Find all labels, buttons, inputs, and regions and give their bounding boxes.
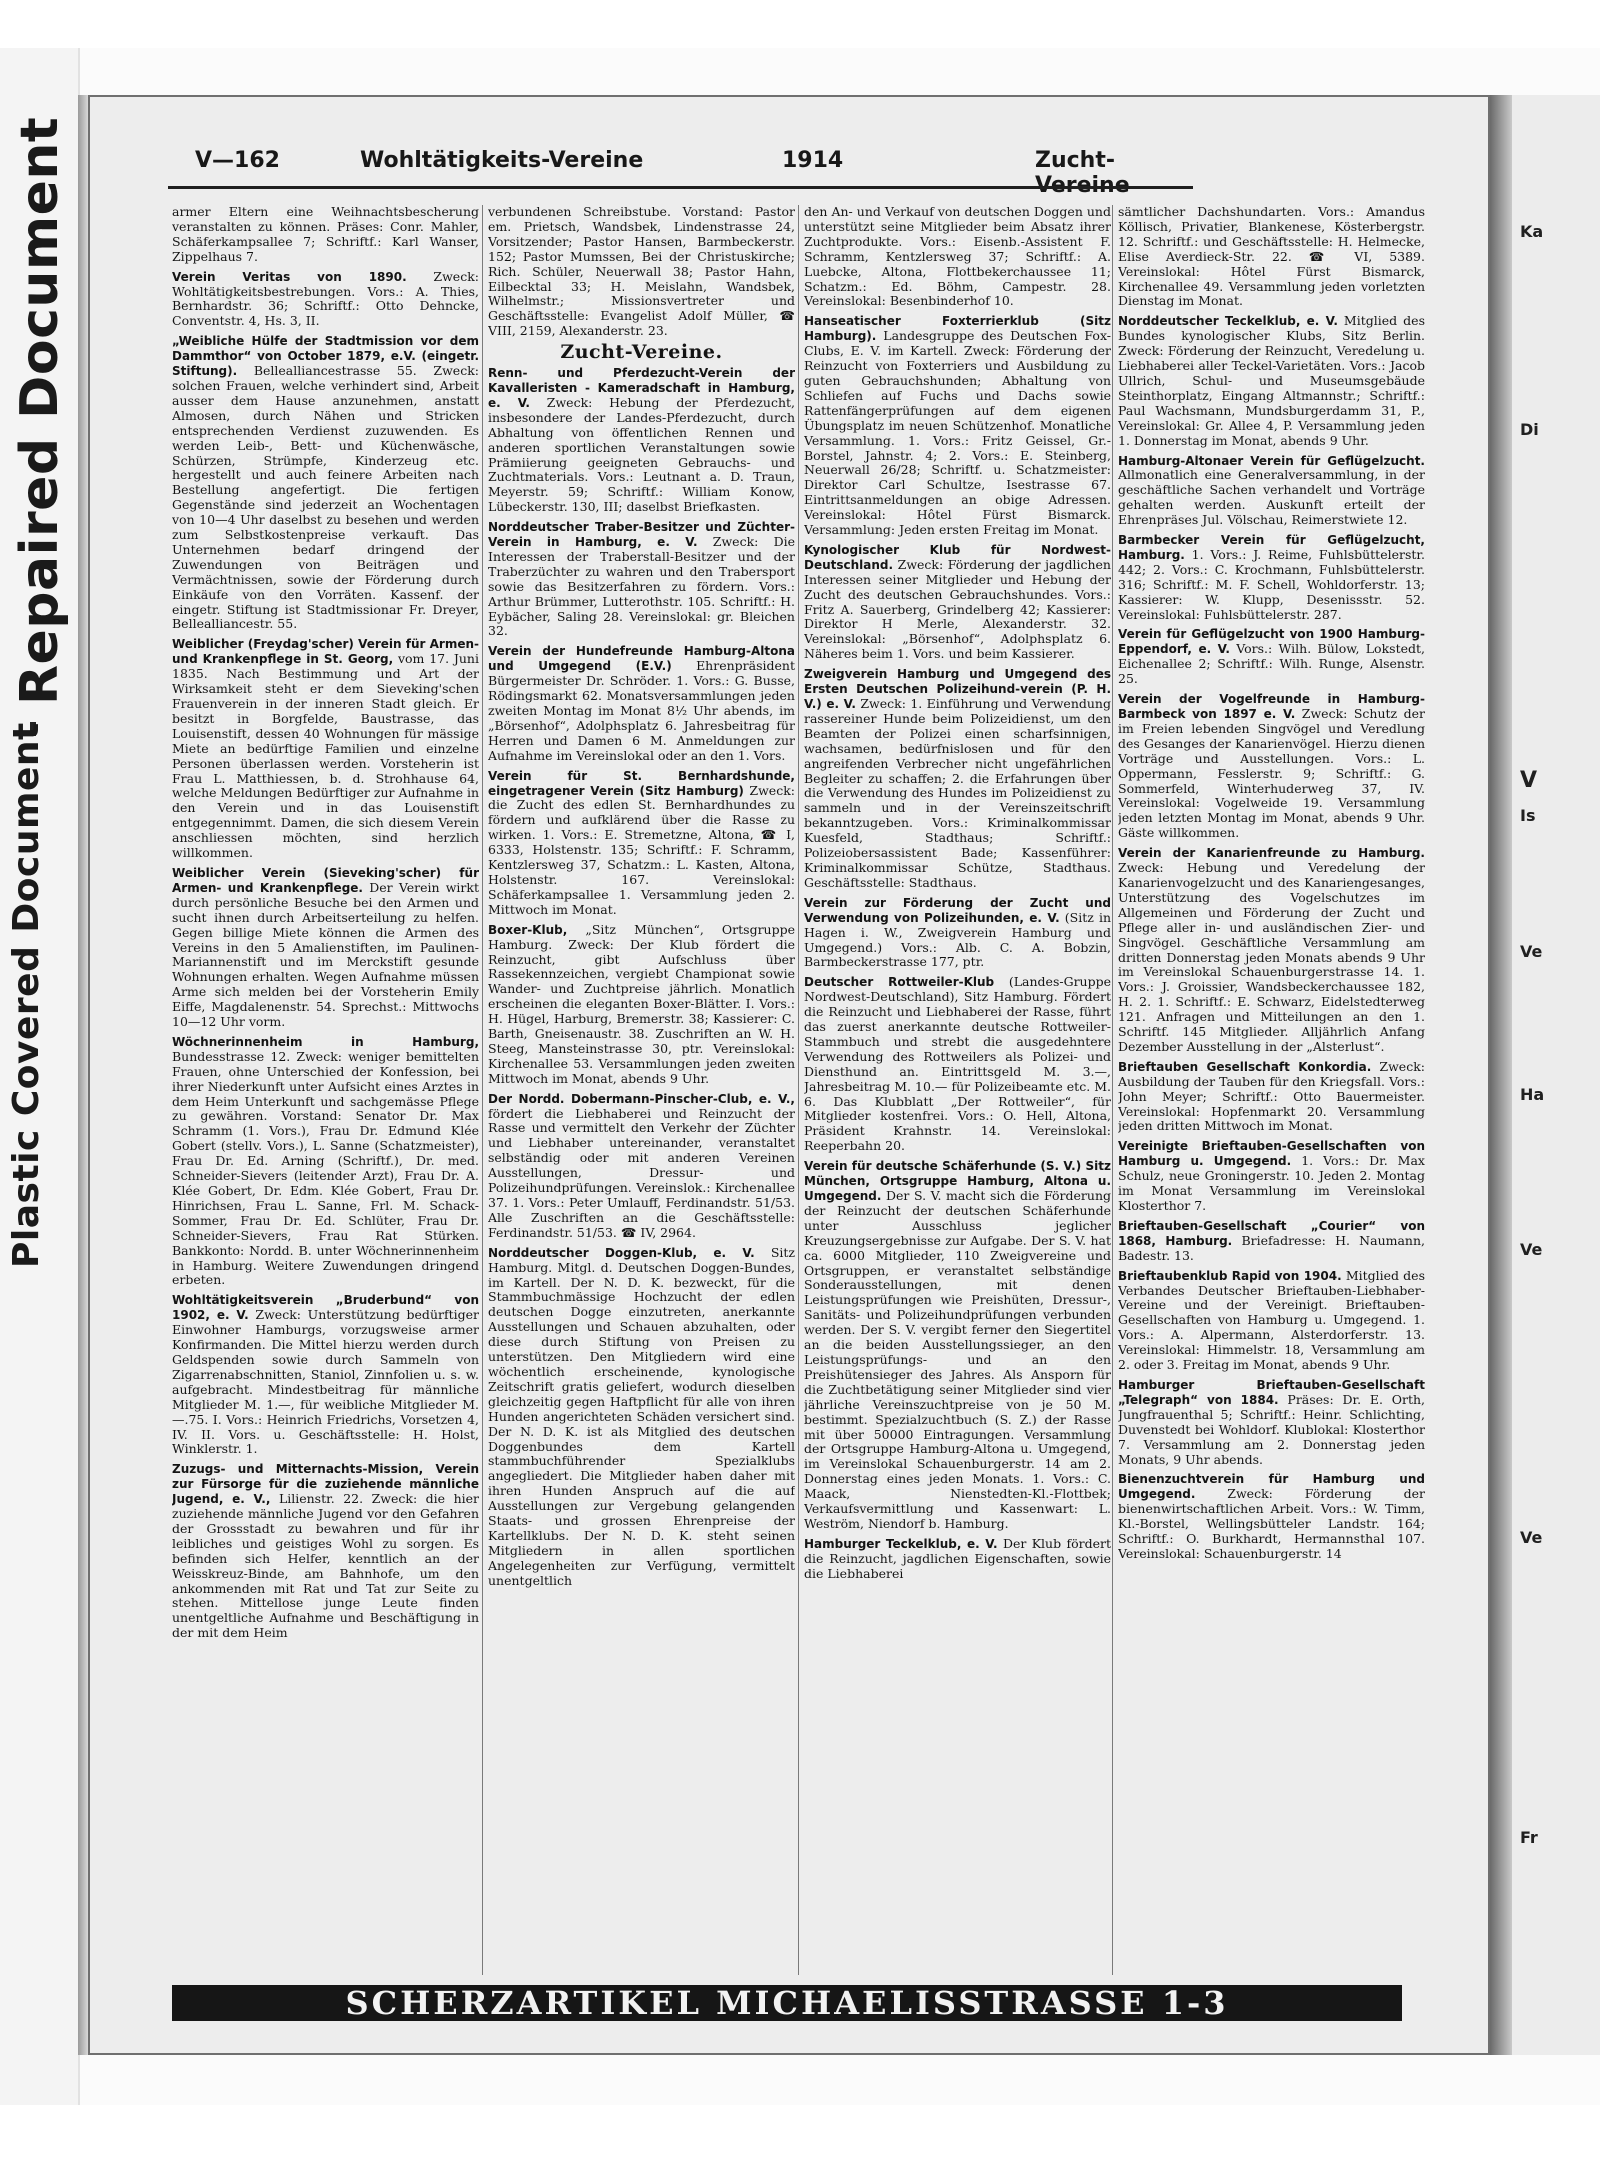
next-page-fragment: Fr [1520, 1828, 1538, 1847]
entry-name: Verein zur Förderung der Zucht und Verwendung von Polizeihunden, e. V. [804, 895, 1111, 925]
entry-text: verbundenen Schreibstube. Vorstand: Pastor em. Prietsch, Wandsbek, Lindenstrasse 24, Vorsitzender; Pastor Hansen, Barmbeckerstr. 152; Pastor Mumssen, Bei der Christuskirche; Rich. Schüler, Neuerwall 38; Pastor Hahn, Eilbecktal 33; H. Meislahn, Wandsbek, Wilhelmstr.; Missionsvertreter und Geschäftsstelle: Evangelist Adolf Müller, ☎ VIII, 2159, Alexanderstr. 23. [488, 205, 795, 339]
directory-entry [1118, 205, 1425, 309]
entry-name: Kynologischer Klub für Nordwest-Deutschland. [804, 542, 1111, 572]
directory-entry [1118, 454, 1425, 529]
entry-text: armer Eltern eine Weihnachtsbescherung veranstalten zu können. Präses: Conr. Mahler, Schäferkampsallee 7; Schriftf.: Karl Wanser, Zippelhaus 7. [172, 205, 479, 264]
entry-name: Der Nordd. Dobermann-Pinscher-Club, e. V., [488, 1091, 795, 1106]
entry-name: Hamburg-Altonaer Verein für Geflügelzucht. [1118, 453, 1425, 468]
entry-name: Zuzugs- und Mitternachts-Mission, Verein zur Fürsorge für die zuziehende männliche Jugend, e. V., [172, 1462, 479, 1507]
running-header [165, 148, 1205, 184]
entry-text: Landesgruppe des Deutschen Fox-Clubs, E. V. im Kartell. Zweck: Förderung der Reinzucht von Foxterriers und Ausbildung zu guten Gebrauchshunden; Abhaltung von Schliefen auf Fuchs und Dachs sowie Rattenfängerprüfungen auf dem eigenen Übungsplatz im neuen Schützenhof. Monatliche Versammlung. 1. Vors.: Fritz Geissel, Gr.-Borstel, Jahnstr. 4; 2. Vors.: E. Steinberg, Neuerwall 26/28; Schriftf. u. Schatzmeister: Direktor Carl Schultze, Isestrasse 67. Eintrittsanmeldungen an obige Adressen. Vereinslokal: Hôtel Fürst Bismarck. Versammlung: Jeden ersten Freitag im Monat. [804, 328, 1111, 538]
entry-text: Zweck: Die Interessen der Traberstall-Besitzer und der Traberzüchter zu wahren und den Trabersport sowie das Besitzerfahren zu fördern. Vors.: Arthur Brümmer, Lutterothstr. 105. Schriftf.: H. Eybächer, Saling 28. Vereinslokal: gr. Bleichen 32. [488, 534, 795, 639]
next-page-fragment: Ka [1520, 222, 1544, 241]
directory-entry [1118, 1060, 1425, 1135]
entry-name: Brieftauben Gesellschaft Konkordia. [1118, 1059, 1372, 1074]
entry-name: „Weibliche Hülfe der Stadtmission vor dem Dammthor“ von October 1879, e.V. (eingetr. Stiftung). [172, 334, 479, 379]
directory-entry [488, 520, 795, 639]
repaired-document-stamp: Repaired Document [10, 116, 70, 705]
scan-top-margin [0, 0, 1600, 48]
entry-name: Verein der Kanarienfreunde zu Hamburg. [1118, 846, 1425, 861]
page-number: V—162 [195, 148, 280, 173]
directory-entry [1118, 846, 1425, 1055]
entry-text: 1. Vors.: J. Reime, Fuhlsbüttelerstr. 442; 2. Vors.: C. Krochmann, Fuhlsbüttelerstr. 316; Schriftf.: M. F. Schell, Wohldorferstr. 13; Kassierer: W. Klupp, Desenissstr. 52. Vereinslokal: Fuhlsbüttelerstr. 287. [1118, 546, 1425, 622]
entry-text: (Sitz in Hagen i. W., Zweigverein Hamburg und Umgegend.) Vors.: Alb. C. A. Bobzin, Barmbeckerstrasse 177, ptr. [804, 909, 1111, 970]
entry-name: Weiblicher Verein (Sieveking'scher) für Armen- und Krankenpflege. [172, 865, 479, 895]
advert-banner: SCHERZARTIKEL MICHAELISSTRASSE 1-3 [172, 1985, 1402, 2021]
directory-entry [488, 644, 795, 763]
entry-text: Zweck: Schutz der im Freien lebenden Singvögel und Veredlung des Gesanges der Kanarienvögel. Hierzu dienen Vorträge und Ausstellungen. Vors.: L. Oppermann, Fesslerstr. 9; Schriftf.: G. Sommerfeld, Winterhuderweg 37, IV. Vereinslokal: Vogelweide 19. Versammlung jeden letzten Montag im Monat, abends 9 Uhr. Gäste willkommen. [1118, 706, 1425, 841]
next-page-fragment: Ve [1520, 1528, 1543, 1547]
column-2 [488, 205, 795, 1980]
directory-entry [172, 334, 479, 632]
directory-entry [172, 1293, 479, 1457]
entry-text: Zweck: die Zucht des edlen St. Bernhardhundes zu fördern und aufklärend über die Rasse zu wirken. 1. Vors.: E. Stremetzne, Altona, ☎ I, 6333, Holstenstr. 135; Schriftf.: F. Schramm, Kentzlersweg 37, Schatzm.: L. Kasten, Altona, Holstenstr. 167. Vereinslokal: Schäferkampsallee 1. Versammlung jeden 2. Mittwoch im Monat. [488, 782, 795, 917]
entry-name: Verein der Vogelfreunde in Hamburg-Barmbeck von 1897 e. V. [1118, 692, 1425, 721]
entry-name: Renn- und Pferdezucht-Verein der Kavalleristen - Kameradschaft in Hamburg, e. V. [488, 366, 795, 410]
entry-name: Barmbecker Verein für Geflügelzucht, Hamburg. [1118, 533, 1425, 562]
section-heading: Zucht-Vereine. [560, 341, 723, 364]
entry-name: Norddeutscher Doggen-Klub, e. V. [488, 1245, 755, 1260]
directory-entry [488, 1246, 795, 1589]
entry-name: Verein für Geflügelzucht von 1900 Hamburg-Eppendorf, e. V. [1118, 627, 1425, 657]
entry-text: Zweck: 1. Einführung und Verwendung rassereiner Hunde beim Polizeidienst, um den Beamten der Polizei einen scharfsinnigen, wachsamen, bedürfnislosen und für den angreifenden Verbrecher nicht ungefährlichen Begleiter zu schaffen; 2. die Erfahrungen über die Verwendung des Hundes im Polizeidienst zu sammeln und in der Vereinszeitschrift bekanntzugeben. Vors.: Kriminalkommissar Kuesfeld, Stadthaus; Schriftf.: Polizeiobersassistent Bade; Kassenführer: Kriminalkommissar Schütze, Stadthaus. Geschäftsstelle: Stadthaus. [804, 696, 1111, 890]
directory-entry [488, 923, 795, 1087]
directory-entry [172, 637, 479, 861]
directory-entry [1118, 533, 1425, 622]
entry-text: 1. Vors.: Dr. Max Schulz, neue Groningerstr. 10. Jeden 2. Montag im Monat Versammlung im Vereinslokal Klosterthor 7. [1118, 1153, 1425, 1213]
directory-entry [804, 1537, 1111, 1582]
entry-text: Lilienstr. 22. Zweck: die hier zuziehende männliche Jugend vor den Gefahren der Grossstadt zu bewahren und für ihr leibliches und geistiges Wohl zu sorgen. Es befinden sich Helfer, kenntlich an der Weisskreuz-Binde, am Bahnhofe, um den ankommenden mit Rat und Tat zur Seite zu stehen. Mittellose junge Leute finden unentgeltliche Aufnahme und Beschäftigung in der mit dem Heim [172, 1491, 479, 1641]
entry-name: Norddeutscher Traber-Besitzer und Züchter-Verein in Hamburg, e. V. [488, 520, 795, 550]
directory-entry [488, 1092, 795, 1241]
next-page-fragment: Di [1520, 420, 1539, 439]
page-shadow [78, 95, 88, 2055]
directory-entry [1118, 314, 1425, 448]
directory-entry [488, 205, 795, 339]
directory-entry [172, 270, 479, 330]
next-page-fragment: Ve [1520, 942, 1543, 961]
entry-name: Verein der Hundefreunde Hamburg-Altona und Umgegend (E.V.) [488, 644, 795, 674]
entry-text: Briefadresse: H. Naumann, Badestr. 13. [1118, 1232, 1425, 1263]
plastic-covered-stamp: Plastic Covered Document [6, 722, 47, 1268]
entry-text: sämtlicher Dachshundarten. Vors.: Amandus Köllisch, Privatier, Blankenese, Kösterbergstr. 12. Schriftf.: und Geschäftsstelle: H. Helmecke, Elise Averdieck-Str. 22. ☎ VI, 5389. Vereinslokal: Hôtel Fürst Bismarck, Kirchenallee 49. Versammlung jeden vorletzten Dienstag im Monat. [1118, 205, 1425, 309]
directory-entry [1118, 1139, 1425, 1214]
directory-entry [1118, 1269, 1425, 1373]
column-3 [804, 205, 1111, 1980]
entry-name: Verein Veritas von 1890. [172, 269, 407, 284]
entry-name: Hamburger Teckelklub, e. V. [804, 1536, 998, 1551]
directory-entry [488, 769, 795, 918]
next-page-fragment: V [1520, 768, 1538, 793]
entry-text: Zweck: Wohltätigkeitsbestrebungen. Vors.: A. Thies, Bernhardstr. 36; Schriftf.: Otto Dehncke, Conventstr. 4, Hs. 3, II. [172, 268, 479, 329]
entry-text: Zweck: Hebung der Pferdezucht, insbesondere der Landes-Pferdezucht, durch Abhaltung von öffentlichen Rennen und anderen sportlichen Veranstaltungen sowie Prämiierung geeigneten Gebrauchs- und Zuchtmaterials. Vors.: Leutnant a. D. Traun, Meyerstr. 59; Schriftf.: William Konow, Lübeckerstr. 130, III; daselbst Briefkasten. [488, 394, 795, 515]
directory-entry [1118, 1219, 1425, 1264]
next-page-fragment: Is [1520, 806, 1536, 825]
directory-entry [804, 1159, 1111, 1532]
scan-bottom-margin [0, 2105, 1600, 2177]
entry-text: Zweck: Ausbildung der Tauben für den Kriegsfall. Vors.: John Meyer; Schriftf.: Otto Bauermeister. Vereinslokal: Hopfenmarkt 20. Versammlung jeden dritten Mittwoch im Monat. [1118, 1058, 1425, 1134]
directory-entry [1118, 1378, 1425, 1467]
entry-name: Deutscher Rottweiler-Klub [804, 975, 995, 990]
directory-entry [1118, 692, 1425, 841]
entry-name: Bienenzuchtverein für Hamburg und Umgegend. [1118, 1472, 1425, 1502]
next-page-fragment: Ha [1520, 1085, 1545, 1104]
entry-text: Zweck: Unterstützung bedürftiger Einwohner Hamburgs, vorzugsweise armer Konfirmanden. Die Mittel hierzu werden durch Geldspenden sowie durch Sammeln von Zigarrenabschnitten, Staniol, Zinnfolien u. s. w. aufgebracht. Mindestbeitrag für männliche Mitglieder M. 1.—, für weibliche Mitglieder M. —.75. I. Vors.: Heinrich Friedrichs, Vorsetzen 4, IV. II. Vors. u. Geschäftsstelle: H. Holst, Winklerstr. 1. [172, 1307, 479, 1457]
directory-entry [804, 896, 1111, 971]
header-right-title: Zucht- [1035, 148, 1115, 173]
entry-name: Brieftaubenklub Rapid von 1904. [1118, 1268, 1342, 1283]
entry-name: Boxer-Klub, [488, 922, 568, 937]
entry-name: Vereinigte Brieftauben-Gesellschaften von Hamburg u. Umgegend. [1118, 1139, 1425, 1169]
entry-text: Allmonatlich eine Generalversammlung, in der geschäftliche Sachen verhandelt und Vorträge gehalten werden. Auskunft erteilt der Ehrenpräses Jul. Völschau, Reimerstwiete 12. [1118, 467, 1425, 528]
entry-name: Hamburger Brieftauben-Gesellschaft „Telegraph“ von 1884. [1118, 1377, 1425, 1407]
entry-name: Verein für deutsche Schäferhunde (S. V.) Sitz München, Ortsgruppe Hamburg, Altona u. Umgegend. [804, 1159, 1111, 1203]
directory-entry [804, 543, 1111, 662]
entry-name: Hanseatischer Foxterrierklub (Sitz Hamburg). [804, 314, 1111, 344]
directory-entry [172, 1035, 479, 1288]
header-rule [168, 186, 1193, 189]
directory-entry [1118, 627, 1425, 687]
entry-text: Der Klub fördert die Reinzucht, jagdlichen Eigenschaften, sowie die Liebhaberei [804, 1535, 1111, 1581]
entry-text: Sitz Hamburg. Mitgl. d. Deutschen Doggen-Bundes, im Kartell. Der N. D. K. bezweckt, für die Stammbuchmässige Hochzucht der edlen deutschen Dogge einzutreten, anerkannte Ausstellungen und Schauen abzuhalten, oder diese durch Stiftung von Preisen zu unterstützen. Den Mitgliedern wird eine wöchentlich erscheinende, kynologische Zeitschrift gratis geliefert, wodurch dieselben gleichzeitig gegen Haftpflicht für alle von ihren Hunden angerichteten Schäden versichert sind. Der N. D. K. ist als Mitglied des deutschen Doggenbundes dem Kartell stammbuchführender Spezialklubs angegliedert. Die Mitglieder haben daher mit ihren Hunden Anspruch auf die auf Ausstellungen zur Vergebung gelangenden Staats- und grossen Ehrenpreise der Kartellklubs. Der N. D. K. steht seinen Mitgliedern in allen sportlichen Angelegenheiten zur Verfügung, vermittelt unentgeltlich [488, 1244, 795, 1588]
book-gutter [1490, 95, 1512, 2055]
next-page-edge [1512, 95, 1600, 2055]
entry-text: Der Verein wirkt durch persönliche Besuche bei den Armen und sucht ihnen durch Arbeitserteilung zu helfen. Gegen billige Miete können die Armen des Vereins in den 5 Amalienstiften, im Paulinen-Mariannenstift und im Merckstift gesunde Wohnungen erhalten. Wegen Aufnahme müssen Arme sich melden bei der Vorsteherin Emily Eiffe, Magdalenenstr. 54. Sprechst.: Mittwochs 10—12 Uhr vorm. [172, 879, 479, 1030]
entry-text: vom 17. Juni 1835. Nach Bestimmung und Art der Wirksamkeit steht er dem Sieveking'schen Frauenverein in der inneren Stadt gleich. Er besitzt in Borgfelde, Baustrasse, das Louisenstift, dessen 40 Wohnungen für mässige Miete an bedürftige Familien und einzelne Personen überlassen werden. Vorsteherin ist Frau L. Matthiessen, b. d. Strohhause 64, welche Meldungen Bedürftiger zur Aufnahme in den Verein und in das Louisenstift entgegennimmt. Damen, die sich diesem Verein anschliessen möchten, sind herzlich willkommen. [172, 651, 479, 861]
entry-name: Verein für St. Bernhardshunde, eingetragener Verein (Sitz Hamburg) [488, 768, 795, 798]
header-year: 1914 [782, 148, 844, 173]
entry-text: Vors.: Wilh. Bülow, Lokstedt, Eichenallee 2; Schriftf.: Wilh. Runge, Alsenstr. 25. [1118, 641, 1425, 687]
directory-entry [172, 866, 479, 1030]
directory-entry [488, 366, 795, 515]
entry-text: den An- und Verkauf von deutschen Doggen und unterstützt seine Mitglieder beim Absatz ihrer Zuchtprodukte. Vors.: Eisenb.-Assistent F. Schramm, Kentzlersweg 37; Schriftf.: A. Luebcke, Altona, Flottbekerchaussee 11; Schatzm.: Ed. Böhm, Campestr. 28. Vereinslokal: Besenbinderhof 10. [804, 205, 1111, 309]
column-rule [1112, 205, 1113, 1975]
entry-text: Bellealliancestrasse 55. Zweck: solchen Frauen, welche verhindert sind, Arbeit ausser dem Hause anzunehmen, anstatt Almosen, durch Nähen und Stricken entsprechenden Verdienst zuzuwenden. Es werden Leib-, Bett- und Küchenwäsche, Schürzen, Strümpfe, Kinderzeug etc. hergestellt und auch feinere Arbeiten nach Bestellung angefertigt. Die fertigen Gegenstände sind jederzeit an Wochentagen von 10—4 Uhr daselbst zu besehen und werden zum Selbstkostenpreise verkauft. Das Unternehmen bedarf dringend der Zuwendungen von Beiträgen und Vermächtnissen, sowie der Förderung durch Einkäufe von den Vorräten. Kassenf. der eingetr. Stiftung ist Stadtmissionar Fr. Dreyer, Bellealliancestr. 55. [172, 363, 479, 632]
header-left-title: Wohltätigkeits-Vereine [360, 148, 644, 173]
column-rule [482, 205, 483, 1975]
entry-text: Mitglied des Verbandes Deutscher Brieftauben-Liebhaber-Vereine und der Vereinigt. Brieftauben-Gesellschaften von Hamburg u. Umgegend. 1. Vors.: A. Alpermann, Alsterdorferstr. 13. Vereinslokal: Himmelstr. 18, Versammlung am 2. oder 3. Freitag im Monat, abends 9 Uhr. [1118, 1267, 1425, 1373]
column-4 [1118, 205, 1425, 1980]
entry-name: Zweigverein Hamburg und Umgegend des Ersten Deutschen Polizeihund-verein (P. H. V.) e. V. [804, 667, 1111, 711]
entry-text: Zweck: Hebung und Veredelung der Kanarienvogelzucht und des Kanariengesanges, Unterstützung des Vogelschutzes im Allgemeinen und Förderung der Zucht und Pflege aller in- und ausländischen Zier- und Singvögel. Geschäftliche Versammlung am dritten Donnerstag jeden Monats abends 9 Uhr im Vereinslokal Schauenburgerstrasse 14. 1. Vors.: J. Groissier, Wandsbeckerchaussee 182, H. 2. 1. Schriftf.: E. Schwarz, Eidelstedterweg 121. Anfragen und Mitteilungen an den 1. Schriftf. 145 Mitglieder. Alljährlich Anfang Dezember Ausstellung in der „Alsterlust“. [1118, 860, 1425, 1054]
entry-text: fördert die Liebhaberei und Reinzucht der Rasse und vermittelt den Verkehr der Züchter und Liebhaber untereinander, veranstaltet selbständig oder mit anderen Vereinen Ausstellungen, Dressur- und Polizeihundprüfungen. Vereinslok.: Kirchenallee 37. 1. Vors.: Peter Umlauff, Ferdinandstr. 51/53. Alle Zuschriften an die Geschäftsstelle: Ferdinandstr. 51/53. ☎ IV, 2964. [488, 1105, 795, 1240]
entry-text: (Landes-Gruppe Nordwest-Deutschland), Sitz Hamburg. Fördert die Reinzucht und Liebhaberei der Rasse, führt das zuerst anerkannte deutsche Rottweiler-Stammbuch und strebt die ausgedehntere Verwendung des Rottweilers als Polizei- und Diensthund an. Eintrittsgeld M. 3.—, Jahresbeitrag M. 10.— für Polizeibeamte etc. M. 6. Das Klubblatt „Der Rottweiler“, für Mitglieder kostenfrei. Vors.: O. Hell, Altona, Präsident Krahnstr. 14. Vereinslokal: Reeperbahn 20. [804, 974, 1111, 1154]
entry-text: Zweck: Förderung der jagdlichen Interessen seiner Mitglieder und Hebung der Zucht des deutschen Gebrauchshundes. Vors.: Fritz A. Sauerberg, Grindelberg 42; Kassierer: Direktor H Merle, Alexanderstr. 32. Vereinslokal: „Börsenhof“, Adolphsplatz 6. Näheres beim 1. Vors. und beim Kassierer. [804, 556, 1111, 662]
entry-text: Präses: Dr. E. Orth, Jungfrauenthal 5; Schriftf.: Heinr. Schlichting, Duvenstedt bei Wohldorf. Klublokal: Klosterthor 7. Versammlung am 2. Donnerstag jeden Monats, 9 Uhr abends. [1118, 1391, 1425, 1467]
entry-text: Bundesstrasse 12. Zweck: weniger bemittelten Frauen, ohne Unterschied der Konfession, bei ihrer Niederkunft unter Aufsicht eines Arztes in dem Heim Unterkunft und sachgemässe Pflege zu gewähren. Vorstand: Senator Dr. Max Schramm (1. Vors.), Frau Dr. Edmund Klée Gobert (stellv. Vors.), L. Sanne (Schatzmeister), Frau Dr. Ed. Arning (Schriftf.), Dr. med. Schneider-Sievers (leitender Arzt), Frau Dr. A. Klée Gobert, Dr. Edm. Klée Gobert, Frau Dr. Hinrichsen, Frau L. Sanne, Frl. M. Schack-Sommer, Frau Dr. Ed. Schlüter, Frau Dr. Schneider-Sievers, Frau Rat Stürken. Bankkonto: Nordd. B. unter Wöchnerinnenheim in Hamburg. Weitere Zuwendungen dringend erbeten. [172, 1048, 479, 1288]
entry-text: Mitglied des Bundes kynologischer Klubs, Sitz Berlin. Zweck: Förderung der Reinzucht, Veredelung u. Liebhaberei aller Teckel-Varietäten. Vors.: Jacob Ullrich, Schul- und Museumsgebäude Steinthorplatz, Eingang Altmannstr.; Schriftf.: Paul Wachsmann, Mundsburgerdamm 31, P., Vereinslokal: Gr. Allee 4, P. Versammlung jeden 1. Donnerstag im Monat, abends 9 Uhr. [1118, 313, 1425, 448]
entry-name: Weiblicher (Freydag'scher) Verein für Armen- und Krankenpflege in St. Georg, [172, 637, 479, 667]
directory-entry [172, 1462, 479, 1641]
column-rule [798, 205, 799, 1975]
entry-name: Brieftauben-Gesellschaft „Courier“ von 1868, Hamburg. [1118, 1218, 1425, 1248]
directory-entry [804, 314, 1111, 538]
next-page-fragment: Ve [1520, 1240, 1543, 1259]
entry-name: Wohltätigkeitsverein „Bruderbund“ von 1902, e. V. [172, 1293, 479, 1323]
entry-name: Wöchnerinnenheim in Hamburg, [172, 1034, 479, 1049]
directory-entry [804, 667, 1111, 891]
directory-entry [804, 205, 1111, 309]
directory-entry [804, 975, 1111, 1154]
directory-entry [1118, 1472, 1425, 1561]
directory-entry [172, 205, 479, 265]
entry-name: Norddeutscher Teckelklub, e. V. [1118, 314, 1338, 329]
entry-text: Ehrenpräsident Bürgermeister Dr. Schröder. 1. Vors.: G. Busse, Rödingsmarkt 62. Monatsversammlungen jeden zweiten Montag im Monat 8½ Uhr abends, im „Börsenhof“, Adolphsplatz 6. Jahresbeitrag für Herren und Damen 6 M. Anmeldungen zur Aufnahme im Vereinslokal oder an den 1. Vors. [488, 658, 795, 763]
column-1 [172, 205, 479, 1980]
entry-text: Zweck: Förderung der bienenwirtschaftlichen Arbeit. Vors.: W. Timm, Kl.-Borstel, Wellingsbütteler Landstr. 164; Schriftf.: O. Burkhardt, Hermannsthal 107. Vereinslokal: Schauenburgerstr. 14 [1118, 1486, 1425, 1561]
entry-text: „Sitz München“, Ortsgruppe Hamburg. Zweck: Der Klub fördert die Reinzucht, gibt Aufschluss über Rassekennzeichen, vergiebt Championat sowie Wander- und Zuchtpreise jährlich. Monatlich erscheinen die eleganten Boxer-Blätter. I. Vors.: H. Hügel, Harburg, Bremerstr. 38; Kassierer: C. Barth, Gneisenaustr. 38. Zuschriften an W. H. Steeg, Mansteinstrasse 30, ptr. Vereinslokal: Kirchenallee 53. Versammlungen jeden zweiten Mittwoch im Monat, abends 9 Uhr. [488, 921, 795, 1086]
entry-text: Der S. V. macht sich die Förderung der Reinzucht der deutschen Schäferhunde unter Ausschluss jeglicher Kreuzungsergebnisse zur Aufgabe. Der S. V. hat ca. 6000 Mitglieder, 110 Zweigvereine und Ortsgruppen, er veranstaltet selbständige Sonderausstellungen, mit denen Leistungsprüfungen wie Preishüten, Dressur-, Sanitäts- und Polizeihundprüfungen verbunden werden. Der S. V. vergibt ferner den Siegertitel an die beiden Ausstellungssieger, an den Leistungsprüfungs- und an den Preishütensieger des Jahres. Als Ansporn für die Zuchtbetätigung seiner Mitglieder sind vier jährliche Vereinszuchtpreise von je 50 M. bestimmt. Spezialzuchtbuch (S. Z.) der Rasse mit über 50000 Eintragungen. Versammlung der Ortsgruppe Hamburg-Altona u. Umgegend, im Vereinslokal Schauenburgerstr. 14 am 2. Donnerstag eines jeden Monats. 1. Vors.: C. Maack, Nienstedten-Kl.-Flottbek; Verkaufsvermittlung und Kassenwart: L. Weström, Niendorf b. Hamburg. [804, 1188, 1111, 1531]
